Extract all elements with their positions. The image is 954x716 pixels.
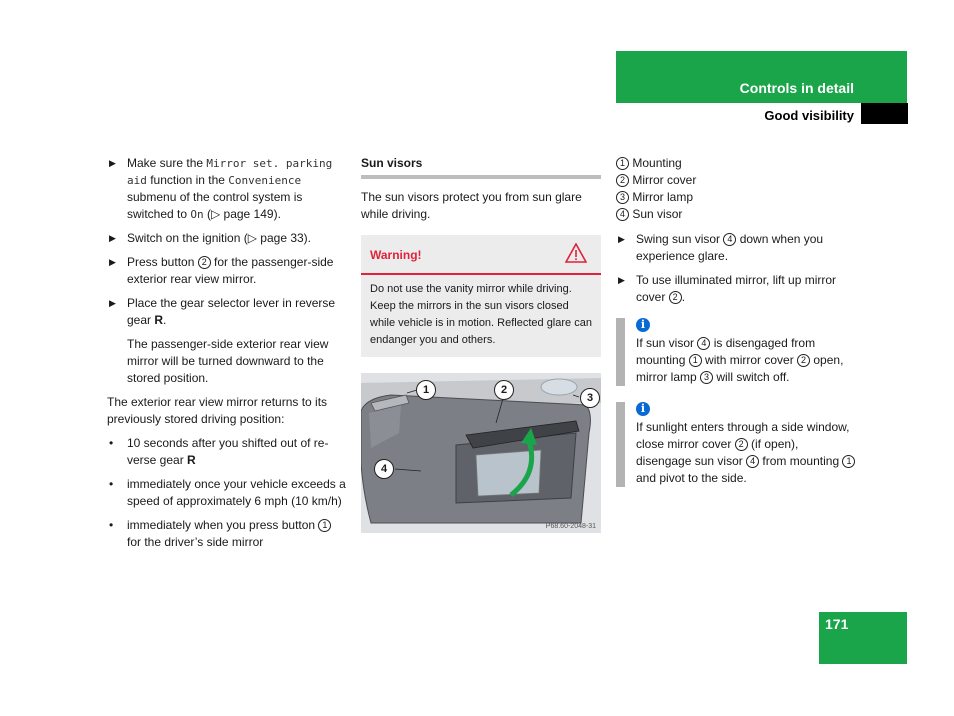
page-number: 171 xyxy=(825,616,849,632)
callout-2: 2 xyxy=(198,256,211,269)
triangle-bullet-icon: ▶ xyxy=(109,158,116,168)
sun-visor-illustration xyxy=(361,373,601,533)
column-3 xyxy=(616,155,856,487)
bullet-dot-icon: • xyxy=(109,436,114,450)
bullet-dot-icon: • xyxy=(109,477,114,491)
step-note: The passenger-side exterior rear view mirror will be turned downward to the stored position. xyxy=(127,337,329,385)
step-illuminated-mirror: ▶ To use illuminated mirror, lift up mirror cover 2 . xyxy=(618,273,837,304)
step-gear-selector: ▶ Place the gear selector lever in reverse gear R. xyxy=(109,296,336,327)
info-box-1: i If sun visor 4 is disengaged from mounting 1 with mirror cover 2 open, mirror lamp 3 will switch off. xyxy=(616,318,856,386)
figure-code: P68.60-2048-31 xyxy=(545,523,596,530)
legend-item: 3 Mirror lamp xyxy=(616,189,856,206)
subsection-title: Good visibility xyxy=(764,108,854,123)
callout-2: 2 xyxy=(494,380,514,400)
returns-intro: The exterior rear view mirror returns to its previously stored driving position: xyxy=(107,395,328,426)
sun-visors-intro: The sun visors protect you from sun glare while driving. xyxy=(361,190,582,221)
figure-legend xyxy=(616,155,856,223)
info-box-2: i If sunlight enters through a side window, close mirror cover 2 (if open), disengage sun visor 4 from mounting 1 and pivot to the side. xyxy=(616,402,856,487)
triangle-bullet-icon: ▶ xyxy=(618,275,625,285)
callout-1: 1 xyxy=(318,519,331,532)
triangle-bullet-icon: ▶ xyxy=(109,233,116,243)
triangle-bullet-icon: ▶ xyxy=(109,257,116,267)
list-item: • immediately once your vehicle exceeds a speed of approximately 6 mph (10 km/h) xyxy=(109,477,346,508)
section-title: Controls in detail xyxy=(739,80,854,96)
sun-visor-drawing xyxy=(361,373,601,533)
info-icon: i xyxy=(636,402,650,416)
list-item: • 10 seconds after you shifted out of re-verse gear R xyxy=(109,436,329,467)
legend-item: 2 Mirror cover xyxy=(616,172,856,189)
bullet-dot-icon: • xyxy=(109,518,114,532)
callout-4: 4 xyxy=(374,459,394,479)
sun-visors-heading: Sun visors xyxy=(361,155,601,179)
step-ignition: ▶ Switch on the ignition (▷ page 33). xyxy=(109,231,312,245)
section-tab xyxy=(861,103,908,124)
callout-3: 3 xyxy=(580,388,600,408)
triangle-bullet-icon: ▶ xyxy=(109,298,116,308)
warning-triangle-icon xyxy=(565,243,587,263)
info-icon: i xyxy=(636,318,650,332)
warning-box xyxy=(361,235,601,357)
callout-1: 1 xyxy=(416,380,436,400)
legend-item: 1 Mounting xyxy=(616,155,856,172)
step-swing-visor: ▶ Swing sun visor 4 down when you experience glare. xyxy=(618,232,824,263)
legend-item: 4 Sun visor xyxy=(616,206,856,223)
step-mirror-setting: ▶ Make sure the Mirror set. parking aid function in the Convenience submenu of the control system is switched to On (▷ page 149). xyxy=(109,156,333,221)
triangle-bullet-icon: ▶ xyxy=(618,234,625,244)
column-1 xyxy=(107,155,347,558)
column-2 xyxy=(361,155,601,357)
warning-text: Do not use the vanity mirror while driving. Keep the mirrors in the sun visors closed while vehicle is in motion. Reflected glare can endanger you and others. xyxy=(370,283,592,346)
warning-label: Warning! xyxy=(370,248,422,262)
list-item: • immediately when you press button 1 for the driver’s side mirror xyxy=(107,517,347,551)
step-press-button: ▶ Press button 2 for the passenger-side exterior rear view mirror. xyxy=(109,255,334,286)
